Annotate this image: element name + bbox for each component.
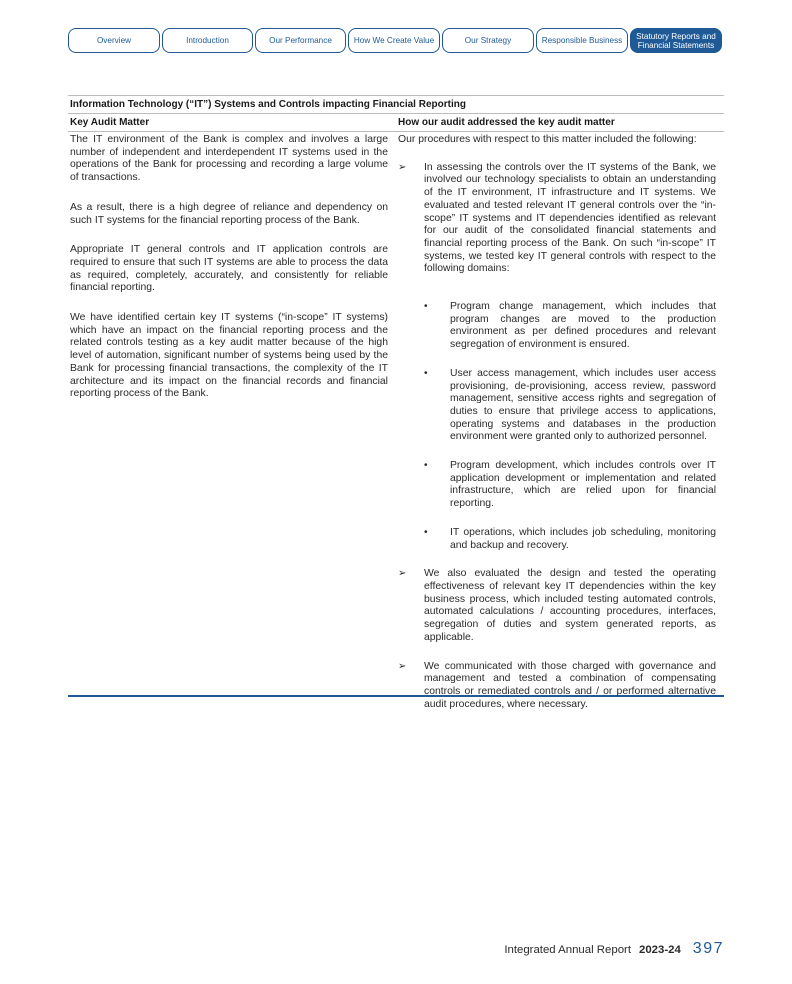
table-header-row: [68, 114, 724, 132]
domain-text: Program change management, which includes that program changes are moved to the production environment as per defined procedures and relevant segregation of environment is ensured.: [450, 301, 716, 351]
tab-overview[interactable]: Overview: [68, 28, 160, 53]
domain-text: Program development, which includes controls over IT application development or implementation and related infrastructure, which are relied upon for financial reporting.: [450, 460, 716, 510]
bullet-icon: •: [424, 367, 428, 379]
report-name: Integrated Annual Report: [504, 944, 631, 956]
bullet-icon: •: [424, 526, 428, 538]
bullet-icon: •: [424, 301, 428, 313]
domain-item: [424, 368, 716, 444]
page-footer: [504, 940, 724, 958]
tab-how-we-create-value[interactable]: How We Create Value: [348, 28, 440, 53]
procedure-text: In assessing the controls over the IT systems of the Bank, we involved our technology specialists to obtain an understanding of the IT environment, IT infrastructure and IT systems. We evaluated and tested relevant IT general controls over the “in-scope” IT systems and IT dependencies identified as relevant for our audit of the consolidated financial statements and financial reporting process of the Bank. On such “in-scope” IT systems, we tested key IT general controls with respect to the following domains:: [424, 161, 716, 275]
procedure-item: [398, 661, 716, 712]
kam-paragraph: Appropriate IT general controls and IT application controls are required to ensure that such IT systems are able to process the data as required, completely, accurately, and consistently for reliable financial reporting.: [70, 244, 388, 294]
section-nav: [68, 28, 724, 53]
audit-matter-table: [68, 95, 724, 710]
procedures-intro: Our procedures with respect to this matter included the following:: [398, 134, 697, 145]
domain-text: User access management, which includes user access provisioning, de-provisioning, access review, password management, sensitive access rights and segregation of duties to ensure that privilege access to applications, operating systems and databases in the production environment were granted only to authorized personnel.: [450, 367, 716, 443]
tab-introduction[interactable]: Introduction: [162, 28, 253, 53]
kam-paragraph: The IT environment of the Bank is complex and involves a large number of independent and interdependent IT systems used in the operations of the Bank for processing and recording a large volume of transactions.: [70, 134, 388, 184]
kam-paragraph: We have identified certain key IT systems (“in-scope” IT systems) which have an impact on the financial reporting process and the related controls testing as a key audit matter because of the high level of automation, significant number of systems being used by the Bank for processing financial transactions, the complexity of the IT architecture and its impact on the financial records and financial reporting process of the Bank.: [70, 312, 388, 400]
procedure-text: We also evaluated the design and tested the operating effectiveness of relevant key IT dependencies within the key business process, which included testing automated controls, automated calculations / accounting procedures, interfaces, segregation of duties and system generated reports, as applicable.: [424, 568, 716, 643]
procedure-item: [398, 162, 716, 553]
page-number: 397: [692, 940, 724, 957]
domain-text: IT operations, which includes job scheduling, monitoring and backup and recovery.: [450, 526, 716, 551]
arrow-bullet-icon: ➢: [398, 568, 407, 580]
audit-response-header: How our audit addressed the key audit matter: [398, 117, 615, 128]
domain-item: [424, 460, 716, 511]
section-title: Information Technology (“IT”) Systems and Controls impacting Financial Reporting: [68, 95, 724, 114]
key-audit-matter-header: Key Audit Matter: [70, 117, 150, 128]
kam-paragraph: As a result, there is a high degree of reliance and dependency on such IT systems for the financial reporting process of the Bank.: [70, 201, 388, 226]
procedure-text: We communicated with those charged with governance and management and tested a combination of compensating controls or remediated controls and / or performed alternative audit procedures, where necessary.: [424, 660, 716, 710]
bullet-icon: •: [424, 460, 428, 472]
tab-our-strategy[interactable]: Our Strategy: [442, 28, 534, 53]
tab-statutory-reports[interactable]: Statutory Reports and Financial Statements: [630, 28, 722, 53]
tab-responsible-business[interactable]: Responsible Business: [536, 28, 628, 53]
arrow-bullet-icon: ➢: [398, 161, 407, 173]
it-domains-list: [424, 301, 716, 552]
report-year: 2023-24: [638, 944, 681, 956]
audit-response-text: [396, 132, 724, 710]
key-audit-matter-text: [68, 132, 396, 695]
table-body-row: [68, 132, 724, 710]
arrow-bullet-icon: ➢: [398, 660, 407, 672]
domain-item: [424, 301, 716, 352]
domain-item: [424, 527, 716, 552]
tab-our-performance[interactable]: Our Performance: [255, 28, 346, 53]
procedure-item: [398, 568, 716, 644]
